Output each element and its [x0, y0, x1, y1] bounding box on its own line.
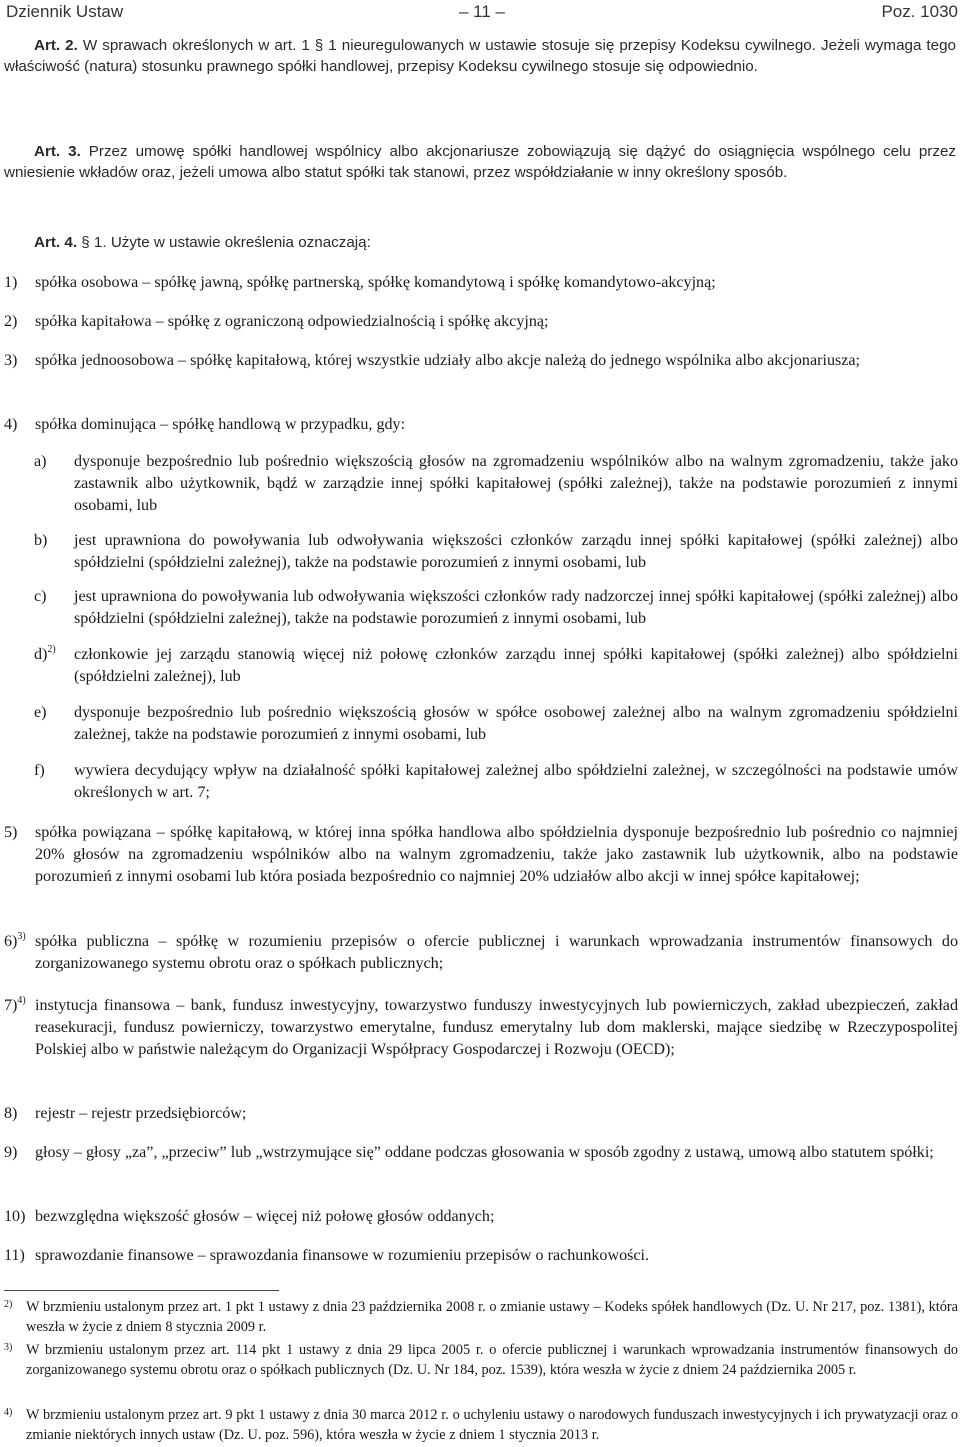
list-item-text: instytucja finansowa – bank, fundusz inwestycyjny, towarzystwo funduszy inwestycyjnych lub powierniczych, zakład ubezpieczeń, zakład reasekuracji, fundusz powierniczy, towarzystwo emerytalne, fundusz emerytalny lub dom maklerski, mające siedzibę w Rzeczypospolitej Polskiej albo w państwie należącym do Organizacji Współpracy Gospodarczej i Rozwoju (OECD);	[35, 997, 958, 1058]
sub-list-item-letter: c)	[34, 588, 47, 605]
list-item-number: 4)	[4, 416, 18, 433]
sub-list-item	[34, 702, 958, 746]
list-item-number: 9)	[4, 1144, 18, 1161]
list-item-number: 2)	[4, 313, 18, 330]
list-item-text: bezwzględna większość głosów – więcej niż połowę głosów oddanych;	[35, 1208, 495, 1225]
sub-list-item-letter-text: d)	[34, 646, 48, 663]
footnote-number: 4)	[4, 1407, 13, 1418]
list-item-text: spółka dominująca – spółkę handlową w przypadku, gdy:	[35, 416, 406, 433]
sub-list-item	[34, 644, 958, 688]
list-item-number: 8)	[4, 1105, 18, 1122]
footnote	[4, 1406, 958, 1445]
footnote-divider	[4, 1290, 279, 1291]
list-item-number: 10)	[4, 1208, 26, 1225]
list-item-number: 11)	[4, 1247, 25, 1264]
list-item-number: 5)	[4, 824, 18, 841]
list-item-text: głosy – głosy „za”, „przeciw” lub „wstrzymujące się” oddane podczas głosowania w sposób zgodny z ustawą, umową albo statutem spółki;	[35, 1144, 934, 1161]
list-item	[4, 1206, 958, 1228]
position-number: Poz. 1030	[881, 2, 958, 21]
article-3	[4, 141, 956, 183]
list-item-number	[4, 931, 26, 953]
list-item-text: spółka jednoosobowa – spółkę kapitałową, której wszystkie udziały albo akcje należą do jednego wspólnika albo akcjonariusza;	[35, 352, 861, 369]
footnote-text: W brzmieniu ustalonym przez art. 1 pkt 1 ustawy z dnia 23 października 2008 r. o zmianie ustawy – Kodeks spółek handlowych (Dz. U. Nr 217, poz. 1381), która weszła w życie z dniem 8 stycznia 2009 r.	[26, 1299, 958, 1335]
page-header	[6, 2, 958, 26]
article-3-text: Przez umowę spółki handlowej wspólnicy albo akcjonariusze zobowiązują się dążyć do osiągnięcia wspólnego celu przez wniesienie wkładów oraz, jeżeli umowa albo statut spółki tak stanowi, przez współdziałanie w inny określony sposób.	[4, 143, 956, 181]
sub-list-item	[34, 760, 958, 804]
sub-list-item-text: dysponuje bezpośrednio lub pośrednio większością głosów na zgromadzeniu wspólników albo na walnym zgromadzeniu, także jako zastawnik albo użytkownik, bądź w zarządzie innej spółki kapitałowej (spółki zależnej), także na podstawie porozumień z innymi osobami, lub	[74, 453, 958, 514]
sub-list-item-text: jest uprawniona do powoływania lub odwoływania większości członków zarządu innej spółki kapitałowej (spółki zależnej) albo spółdzielni (spółdzielni zależnej), także na podstawie porozumień z innymi osobami, lub	[74, 532, 958, 571]
list-item	[4, 350, 958, 372]
list-item	[4, 995, 958, 1061]
article-2	[4, 35, 956, 77]
sub-list-item-letter: f)	[34, 762, 45, 779]
sub-list-item-text: członkowie jej zarządu stanowią więcej niż połowę członków zarządu innej spółki kapitałowej (spółki zależnej) albo spółdzielni (spółdzielni zależnej), lub	[74, 646, 958, 685]
list-item-text: rejestr – rejestr przedsiębiorców;	[35, 1105, 247, 1122]
footnote-ref: 3)	[17, 930, 26, 942]
footnote-ref: 2)	[47, 643, 56, 655]
list-item-number-text: 6)	[4, 933, 18, 950]
journal-title: Dziennik Ustaw	[6, 2, 124, 21]
list-item	[4, 931, 958, 975]
footnote-number: 2)	[4, 1299, 13, 1310]
list-item-text: spółka publiczna – spółkę w rozumieniu przepisów o ofercie publicznej i warunkach wprowadzania instrumentów finansowych do zorganizowanego systemu obrotu oraz o spółkach publicznych;	[35, 933, 958, 972]
list-item	[4, 272, 958, 294]
article-2-label: Art. 2.	[34, 37, 78, 54]
sub-list-item-letter: e)	[34, 704, 47, 721]
list-item-number: 1)	[4, 274, 18, 291]
footnote	[4, 1298, 958, 1337]
list-item	[4, 1103, 958, 1125]
footnote	[4, 1341, 958, 1380]
sub-list-item-text: wywiera decydujący wpływ na działalność spółki kapitałowej zależnej albo spółdzielni zależnej, w szczególności na podstawie umów określonych w art. 7;	[74, 762, 958, 801]
sub-list-item-text: jest uprawniona do powoływania lub odwoływania większości członków rady nadzorczej innej spółki kapitałowej (spółki zależnej) albo spółdzielni (spółdzielni zależnej), także na podstawie porozumień z innymi osobami, lub	[74, 588, 958, 627]
sub-list-item-letter: b)	[34, 532, 48, 549]
list-item	[4, 822, 958, 888]
list-item-text: spółka powiązana – spółkę kapitałową, w której inna spółka handlowa albo spółdzielnia dysponuje bezpośrednio lub pośrednio co najmniej 20% głosów na zgromadzeniu wspólników albo na walnym zgromadzeniu, także jako zastawnik lub użytkownik, albo na podstawie porozumień z innymi osobami lub która posiada bezpośrednio co najmniej 20% udziałów albo akcji w innej spółce kapitałowej;	[35, 824, 958, 885]
list-item-number-text: 7)	[4, 997, 18, 1014]
footnote-text: W brzmieniu ustalonym przez art. 114 pkt 1 ustawy z dnia 29 lipca 2005 r. o ofercie publicznej i warunkach wprowadzania instrumentów finansowych do zorganizowanego systemu obrotu oraz o spółkach publicznych (Dz. U. Nr 184, poz. 1539), która weszła w życie z dniem 24 października 2005 r.	[26, 1342, 958, 1378]
sub-list-item	[34, 586, 958, 630]
article-4-text: § 1. Użyte w ustawie określenia oznaczają:	[77, 234, 371, 251]
list-item-number	[4, 995, 26, 1017]
list-item	[4, 1245, 958, 1267]
list-item-text: sprawozdanie finansowe – sprawozdania finansowe w rozumieniu przepisów o rachunkowości.	[35, 1247, 650, 1264]
article-2-text: W sprawach określonych w art. 1 § 1 nieuregulowanych w ustawie stosuje się przepisy Kodeksu cywilnego. Jeżeli wymaga tego właściwość (natura) stosunku prawnego spółki handlowej, przepisy Kodeksu cywilnego stosuje się odpowiednio.	[4, 37, 956, 75]
list-item-text: spółka osobowa – spółkę jawną, spółkę partnerską, spółkę komandytową i spółkę komandytowo-akcyjną;	[35, 274, 716, 291]
sub-list-item	[34, 530, 958, 574]
footnote-number: 3)	[4, 1342, 13, 1353]
article-4-label: Art. 4.	[34, 234, 78, 251]
footnote-text: W brzmieniu ustalonym przez art. 9 pkt 1 ustawy z dnia 30 marca 2012 r. o uchyleniu ustawy o narodowych funduszach inwestycyjnych i ich prywatyzacji oraz o zmianie niektórych innych ustaw (Dz. U. poz. 596), która weszła w życie z dniem 1 stycznia 2013 r.	[26, 1407, 958, 1443]
article-3-label: Art. 3.	[34, 143, 81, 160]
article-4	[4, 232, 956, 253]
sub-list-item-letter: a)	[34, 453, 47, 470]
list-item-number: 3)	[4, 352, 18, 369]
page-number: – 11 –	[458, 2, 505, 21]
list-item	[4, 414, 958, 436]
footnote-ref: 4)	[17, 994, 26, 1006]
sub-list-item-letter	[34, 644, 56, 666]
sub-list-item-text: dysponuje bezpośrednio lub pośrednio większością głosów w spółce osobowej zależnej albo na walnym zgromadzeniu spółdzielni zależnej, także na podstawie porozumień z innymi osobami, lub	[74, 704, 958, 743]
list-item	[4, 311, 958, 333]
sub-list-item	[34, 451, 958, 517]
list-item	[4, 1142, 958, 1164]
list-item-text: spółka kapitałowa – spółkę z ograniczoną odpowiedzialnością i spółkę akcyjną;	[35, 313, 549, 330]
